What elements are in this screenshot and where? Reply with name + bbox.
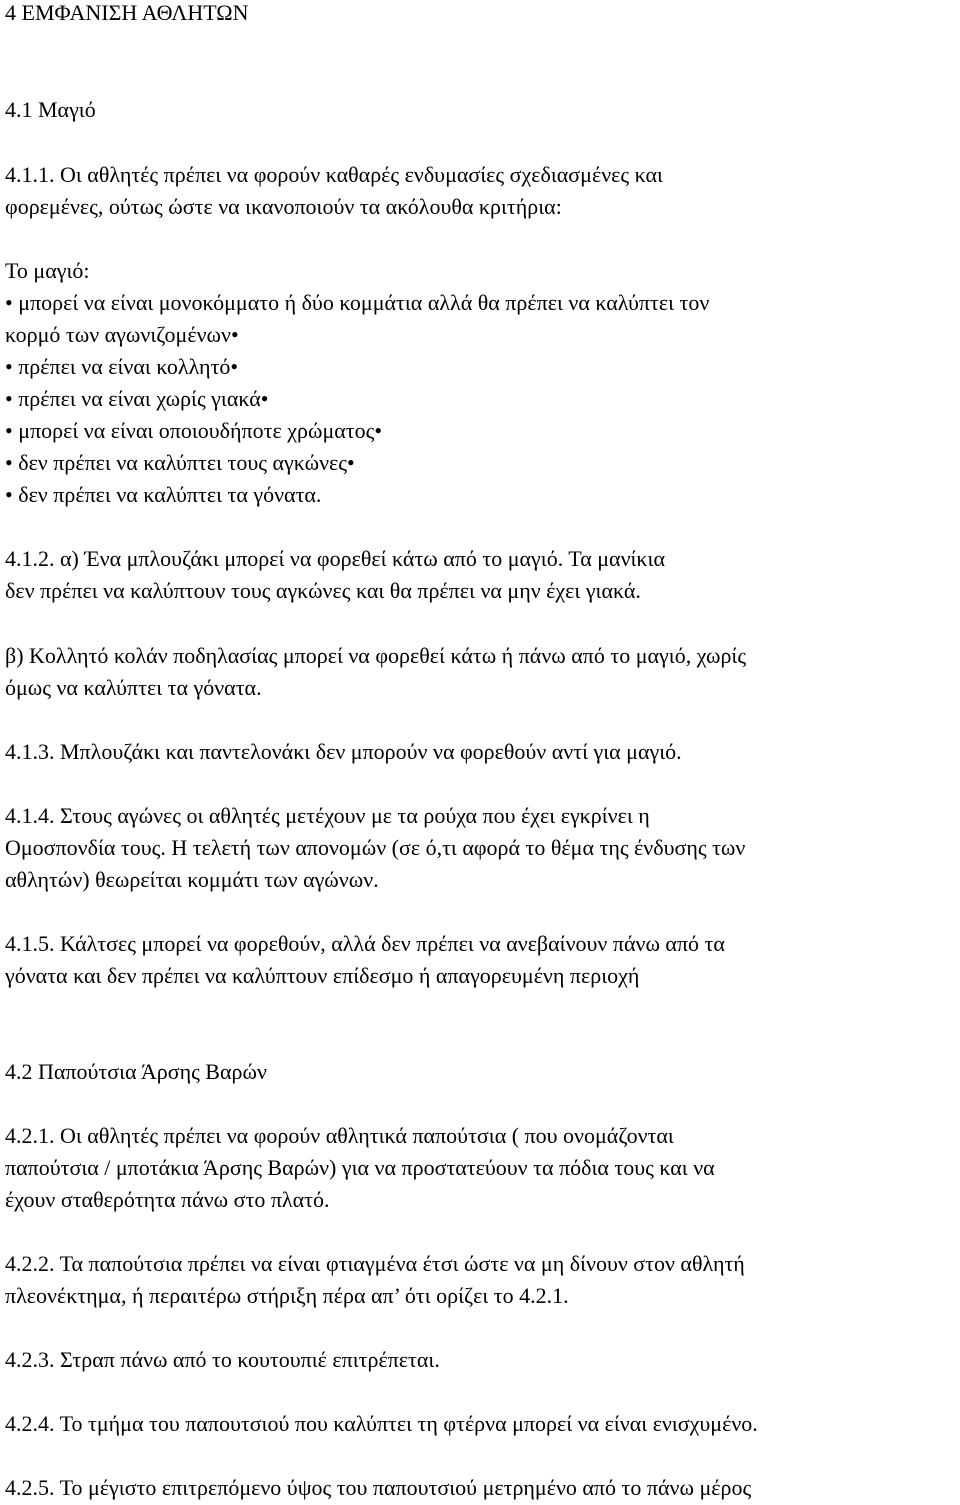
swimsuit-list-item: • δεν πρέπει να καλύπτει τους αγκώνες• <box>5 450 355 475</box>
section-heading: 4 ΕΜΦΑΝΙΣΗ ΑΘΛΗΤΩΝ <box>5 0 249 25</box>
swimsuit-list-item: • πρέπει να είναι κολλητό• <box>5 354 239 379</box>
paragraph-4-1-1-line-1: 4.1.1. Οι αθλητές πρέπει να φορούν καθαρές ενδυμασίες σχεδιασμένες και <box>5 162 663 187</box>
paragraph-4-1-2b-line-2: όμως να καλύπτει τα γόνατα. <box>5 675 262 700</box>
subsection-heading-4-1: 4.1 Μαγιό <box>5 97 96 122</box>
paragraph-4-1-4-line-2: Ομοσπονδία τους. Η τελετή των απονομών (σε ό,τι αφορά το θέμα της ένδυσης των <box>5 835 746 860</box>
paragraph-4-1-5-line-2: γόνατα και δεν πρέπει να καλύπτουν επίδεσμο ή απαγορευμένη περιοχή <box>5 963 640 988</box>
swimsuit-list-item: • πρέπει να είναι χωρίς γιακά• <box>5 386 269 411</box>
swimsuit-list-item: • μπορεί να είναι μονοκόμματο ή δύο κομμάτια αλλά θα πρέπει να καλύπτει τον <box>5 290 710 315</box>
paragraph-4-2-1-line-3: έχουν σταθερότητα πάνω στο πλατό. <box>5 1187 330 1212</box>
swimsuit-list-item: • δεν πρέπει να καλύπτει τα γόνατα. <box>5 482 322 507</box>
paragraph-4-1-1-line-2: φορεμένες, ούτως ώστε να ικανοποιούν τα ακόλουθα κριτήρια: <box>5 194 562 219</box>
paragraph-4-2-5: 4.2.5. Το μέγιστο επιτρεπόμενο ύψος του παπουτσιού μετρημένο από το πάνω μέρος <box>5 1475 752 1500</box>
paragraph-4-2-1-line-1: 4.2.1. Οι αθλητές πρέπει να φορούν αθλητικά παπούτσια ( που ονομάζονται <box>5 1123 674 1148</box>
subsection-heading-4-2: 4.2 Παπούτσια Άρσης Βαρών <box>5 1059 267 1084</box>
paragraph-4-1-5-line-1: 4.1.5. Κάλτσες μπορεί να φορεθούν, αλλά δεν πρέπει να ανεβαίνουν πάνω από τα <box>5 931 725 956</box>
paragraph-4-1-4-line-1: 4.1.4. Στους αγώνες οι αθλητές μετέχουν με τα ρούχα που έχει εγκρίνει η <box>5 803 650 828</box>
paragraph-4-2-2-line-1: 4.2.2. Τα παπούτσια πρέπει να είναι φτιαγμένα έτσι ώστε να μη δίνουν στον αθλητή <box>5 1251 745 1276</box>
paragraph-4-2-3: 4.2.3. Στραπ πάνω από το κουτουπιέ επιτρέπεται. <box>5 1347 440 1372</box>
swimsuit-list-item-continued: κορμό των αγωνιζομένων• <box>5 322 239 347</box>
paragraph-4-1-2b-line-1: β) Κολλητό κολάν ποδηλασίας μπορεί να φορεθεί κάτω ή πάνω από το μαγιό, χωρίς <box>5 643 747 668</box>
paragraph-4-1-3: 4.1.3. Μπλουζάκι και παντελονάκι δεν μπορούν να φορεθούν αντί για μαγιό. <box>5 739 682 764</box>
paragraph-4-1-2-line-1: 4.1.2. α) Ένα μπλουζάκι μπορεί να φορεθεί κάτω από το μαγιό. Τα μανίκια <box>5 546 665 571</box>
paragraph-4-1-4-line-3: αθλητών) θεωρείται κομμάτι των αγώνων. <box>5 867 379 892</box>
paragraph-4-2-1-line-2: παπούτσια / μποτάκια Άρσης Βαρών) για να προστατεύουν τα πόδια τους και να <box>5 1155 715 1180</box>
swimsuit-list-heading: Το μαγιό: <box>5 258 90 283</box>
paragraph-4-2-4: 4.2.4. Το τμήμα του παπουτσιού που καλύπτει τη φτέρνα μπορεί να είναι ενισχυμένο. <box>5 1411 758 1436</box>
swimsuit-list-item: • μπορεί να είναι οποιουδήποτε χρώματος• <box>5 418 383 443</box>
paragraph-4-1-2-line-2: δεν πρέπει να καλύπτουν τους αγκώνες και θα πρέπει να μην έχει γιακά. <box>5 578 641 603</box>
paragraph-4-2-2-line-2: πλεονέκτημα, ή περαιτέρω στήριξη πέρα απ’ ότι ορίζει το 4.2.1. <box>5 1283 569 1308</box>
